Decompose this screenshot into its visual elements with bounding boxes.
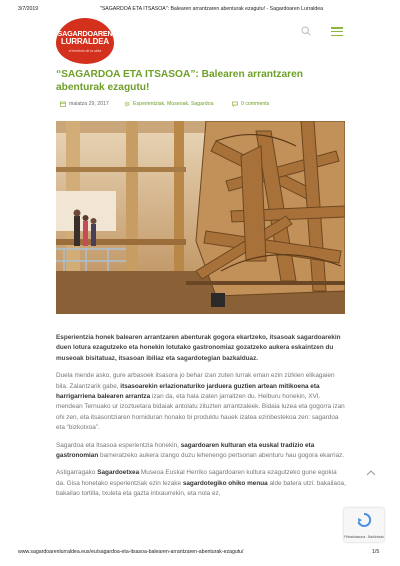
site-logo[interactable] — [56, 18, 114, 64]
print-url: www.sagardoarenlurraldea.eus/eu/sagardoa-eta-itsasoa-balearen-arrantzaren-abenturak-ezagutu/ — [18, 549, 244, 555]
museum-wooden-structure-image — [56, 121, 345, 314]
intro-paragraph: Esperientzia honek balearen arrantzaren abenturak gogora ekartzeko, itsasoak sagardoarekin duen lotura ezagutzeko eta honekin lotutako gastronomiaz gozatzeko aukera eskaintzen du museoak bisitatuaz, itsasoan ibiliaz eta sagardotegian bazkalduaz. — [56, 334, 341, 362]
hero-image — [56, 121, 345, 314]
recaptcha-badge[interactable] — [344, 508, 384, 542]
site-header — [0, 14, 400, 66]
chevron-up-icon[interactable] — [366, 470, 376, 476]
post-categories-links[interactable]: Esperientziak, Museoak, Sagardoa — [133, 101, 214, 107]
paragraph-experience: Sagardoa eta Itsasoa esperientzia honekin, sagardoaren kulturan eta euskal tradizio eta gastronomian barneratzeko aukera izango duzu lehenengo pertsonan abenturu hau gogora ekarriaz. — [56, 441, 345, 460]
post-meta — [56, 101, 356, 111]
logo-line-2: LURRALDEA — [61, 37, 109, 46]
post-date — [60, 101, 109, 107]
paragraph-museum: Astigarragako Sagardoetxea Museoa Euskal Herriko sagardoaren kultura ezagutzeko gune egokia da. Gisa honetako esperientziak ezin lezake sagardotegiko ohiko menua alde batera utzi: bakailaoa, bakailao tortilla, txuleta eta gazta intxaurrekin, eta nola ez, — [56, 469, 346, 498]
calendar-icon — [60, 101, 66, 107]
hamburger-menu-icon[interactable] — [331, 27, 343, 36]
comment-icon — [232, 101, 238, 107]
search-icon[interactable] — [301, 26, 311, 36]
recaptcha-text: Pribatutasuna - Baldintzak — [344, 535, 384, 539]
post-comments — [232, 101, 269, 107]
post-date-text: maiatza 29, 2017 — [69, 101, 109, 107]
post-categories — [124, 101, 213, 107]
logo-line-1: SAGARDOAREN — [57, 29, 113, 38]
print-page-number: 1/5 — [372, 549, 380, 555]
print-date: 3/7/2019 — [18, 6, 39, 12]
print-page-title: "SAGARDOA ETA ITSASOA": Balearen arrantzaren abenturak ezagutu! - Sagardoaren Lurraldea — [100, 6, 324, 12]
post-content — [56, 333, 346, 507]
recaptcha-icon — [356, 512, 372, 528]
post-title: “SAGARDOA ETA ITSASOA”: Balearen arrantzaren abenturak ezagutu! — [56, 69, 304, 93]
paragraph-history: Duela mende asko, gure arbasoek itsasora jo behar izan zuten lurrak eman ezin zizkien elikagaien bila. Zalantzarik gabe, itsasoarekin erlazionaturiko jarduera guztien artean mitikoena eta harrigarriena balearen arrantza izan da, eta hala izaten jarraitzen du. Helburu honekin, XVI. mendean Ternuako ur izoztuetara bidaiak antolatu zituzten arrantzaleek. Bidaia luzea eta gogorra izan ohi zen, eta itsasontziaren horniduran honako bi produktu hauek izatea ezinbestekoa zen: sagardoa eta “bizkotxoa”. — [56, 372, 345, 432]
gear-icon — [124, 101, 130, 107]
print-footer — [0, 549, 400, 559]
logo-tagline: el territorio de la sidra — [68, 49, 102, 53]
post-comments-link[interactable]: 0 comments — [241, 101, 270, 107]
